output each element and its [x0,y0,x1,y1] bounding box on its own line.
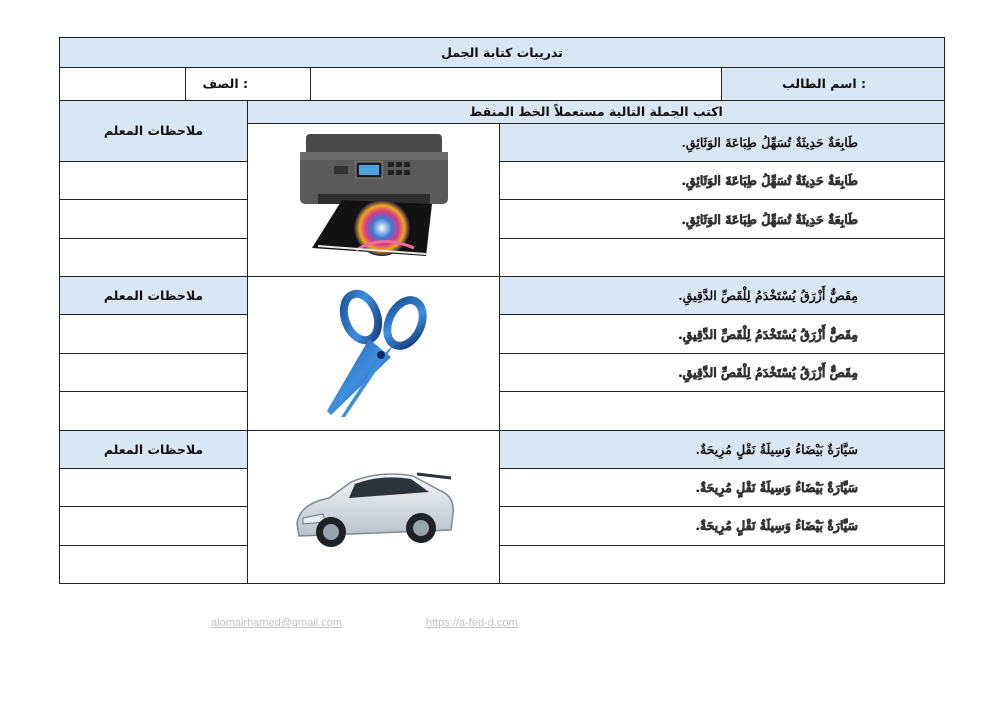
student-name-cell[interactable] [311,68,722,100]
car-image-cell [248,430,500,584]
teacher-notes-cell[interactable] [60,315,248,353]
teacher-notes-cell[interactable] [60,392,248,430]
teacher-notes-cell[interactable] [60,468,248,506]
student-name-label: اسم الطالب : [722,68,945,100]
writing-line-2[interactable] [500,392,945,430]
tracing-line-3-2[interactable]: سَيَّارَةٌ بَيْضَاءُ وَسِيلَةُ نَقْلٍ مُرِيحَةٌ. [500,507,945,545]
footer-website-link[interactable]: https://a-fed-d.com [426,617,518,629]
teacher-notes-header: ملاحظات المعلم [60,430,248,468]
teacher-notes-cell[interactable] [60,200,248,238]
teacher-notes-header: ملاحظات المعلم [60,100,248,162]
tracing-line-2-2[interactable]: مِقَصٌّ أَزْرَقُ يُسْتَخْدَمُ لِلْقَصِّ الدَّقِيقِ. [500,353,945,391]
worksheet-table [59,37,945,584]
teacher-notes-header: ملاحظات المعلم [60,277,248,315]
class-label: الصف : [186,68,311,100]
teacher-notes-cell[interactable] [60,238,248,276]
teacher-notes-cell[interactable] [60,507,248,545]
tracing-line-3-1[interactable]: سَيَّارَةٌ بَيْضَاءُ وَسِيلَةُ نَقْلٍ مُرِيحَةٌ. [500,468,945,506]
instruction-text: اكتب الجملة التالية مستعملاً الخط المنقط [248,100,945,123]
writing-line-3[interactable] [500,545,945,583]
car-icon [289,452,459,562]
model-sentence-3: سَيَّارَةٌ بَيْضَاءُ وَسِيلَةُ نَقْلٍ مُرِيحَةٌ. [500,430,945,468]
tracing-line-1-2[interactable]: طَابِعَةٌ حَدِيثَةٌ تُسَهِّلُ طِبَاعَةَ الوَثَائِقِ. [500,200,945,238]
teacher-notes-cell[interactable] [60,162,248,200]
scissors-image-cell [248,277,500,430]
printer-image-cell [248,123,500,276]
worksheet-title: تدريبات كتابة الجمل [60,38,945,68]
scissors-icon [299,283,449,423]
footer-email-link[interactable]: alomairhamed@gmail.com [211,617,342,629]
tracing-line-1-1[interactable]: طَابِعَةٌ حَدِيثَةٌ تُسَهِّلُ طِبَاعَةَ الوَثَائِقِ. [500,162,945,200]
teacher-notes-cell[interactable] [60,353,248,391]
model-sentence-1: طَابِعَةٌ حَدِيثَةٌ تُسَهِّلُ طِبَاعَةَ الوَثَائِقِ. [500,123,945,161]
writing-line-1[interactable] [500,238,945,276]
printer-icon [294,130,454,270]
teacher-notes-cell[interactable] [60,545,248,583]
tracing-line-2-1[interactable]: مِقَصٌّ أَزْرَقُ يُسْتَخْدَمُ لِلْقَصِّ الدَّقِيقِ. [500,315,945,353]
model-sentence-2: مِقَصٌّ أَزْرَقُ يُسْتَخْدَمُ لِلْقَصِّ الدَّقِيقِ. [500,277,945,315]
class-value-cell[interactable] [60,68,186,100]
